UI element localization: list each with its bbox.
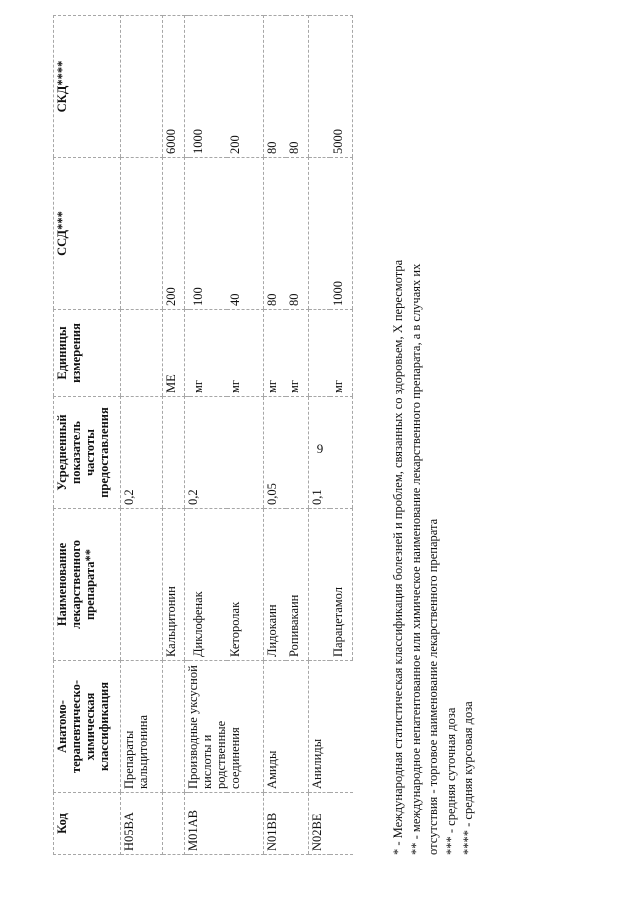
page-number: 9 (316, 441, 324, 456)
cell-unit (308, 310, 330, 397)
cell-skd: 5000 (330, 16, 352, 158)
cell-drug-name: Диклофенак (190, 509, 226, 661)
cell-ssd: 80 (286, 158, 308, 310)
cell-atc: Анилиды (308, 661, 352, 793)
footnote-ssd: *** - средняя суточная доза (443, 707, 458, 855)
table-row (308, 16, 330, 855)
cell-ssd: 100 (190, 158, 226, 310)
drug-standard-table (53, 15, 353, 855)
cell-unit: мг (190, 310, 226, 397)
cell-skd: 80 (286, 16, 308, 158)
cell-ssd: 200 (162, 158, 185, 310)
cell-average-frequency: 0,1 (308, 397, 330, 509)
footnotes (390, 55, 478, 855)
cell-skd: 6000 (162, 16, 185, 158)
footnote-skd: **** - средняя курсовая доза (461, 701, 475, 855)
cell-average-frequency: 0,05 (264, 397, 308, 509)
footnote-drug-name: ** - международное непатентованное или химическое наименование лекарственного препарата, а в случаях их (408, 263, 423, 855)
header-drug-name: Наименование лекарственного препарата** (54, 509, 121, 661)
header-skd: СКД**** (54, 16, 121, 158)
cell-skd (308, 16, 330, 158)
cell-ssd (308, 158, 330, 310)
cell-drug-name (121, 509, 163, 661)
cell-skd: 200 (227, 16, 264, 158)
cell-atc: Препараты кальцитонина (121, 661, 163, 793)
cell-drug-name: Кеторолак (227, 509, 264, 661)
cell-drug-name: Кальцитонин (162, 509, 185, 661)
cell-ssd (121, 158, 163, 310)
header-average-frequency: Усредненный показатель частоты предоставления (54, 397, 121, 509)
cell-skd: 1000 (190, 16, 226, 158)
cell-unit: МЕ (162, 310, 185, 397)
footnote-icd: * - Международная статистическая классификация болезней и проблем, связанных со здоровьем, X пересмотра (391, 259, 405, 855)
cell-skd: 80 (264, 16, 286, 158)
cell-unit: мг (330, 310, 352, 397)
cell-code: H05BA (121, 793, 163, 855)
footnote-drug-name-cont: отсутствия - торговое наименование лекарственного препарата (426, 518, 440, 855)
cell-unit: мг (264, 310, 286, 397)
cell-average-frequency (330, 397, 352, 509)
cell-average-frequency: 0,2 (121, 397, 163, 509)
cell-skd (121, 16, 163, 158)
cell-atc: Производные уксусной кислоты и родственные соединения (185, 661, 264, 793)
cell-atc (162, 661, 185, 793)
cell-ssd: 80 (264, 158, 286, 310)
header-units: Единицы измерения (54, 310, 121, 397)
cell-code (162, 793, 185, 855)
cell-unit (121, 310, 163, 397)
header-atc-classification: Анатомо-терапевтическо-химическая классификация (54, 661, 121, 793)
cell-unit: мг (227, 310, 264, 397)
cell-unit: мг (286, 310, 308, 397)
header-code: Код (54, 793, 121, 855)
table-row (162, 16, 185, 855)
cell-drug-name: Лидокаин (264, 509, 286, 661)
cell-drug-name: Ропивакаин (286, 509, 308, 661)
cell-code: M01AB (185, 793, 264, 855)
header-ssd: ССД*** (54, 158, 121, 310)
cell-drug-name (308, 509, 330, 661)
cell-ssd: 40 (227, 158, 264, 310)
cell-ssd: 1000 (330, 158, 352, 310)
cell-code: N01BB (264, 793, 308, 855)
cell-atc: Амиды (264, 661, 308, 793)
cell-code: N02BE (308, 793, 352, 855)
cell-average-frequency: 0,2 (185, 397, 264, 509)
cell-drug-name: Парацетамол (330, 509, 352, 661)
table-row (121, 16, 163, 855)
table-header-row (54, 16, 121, 855)
table-row (264, 16, 286, 855)
cell-average-frequency (162, 397, 185, 509)
